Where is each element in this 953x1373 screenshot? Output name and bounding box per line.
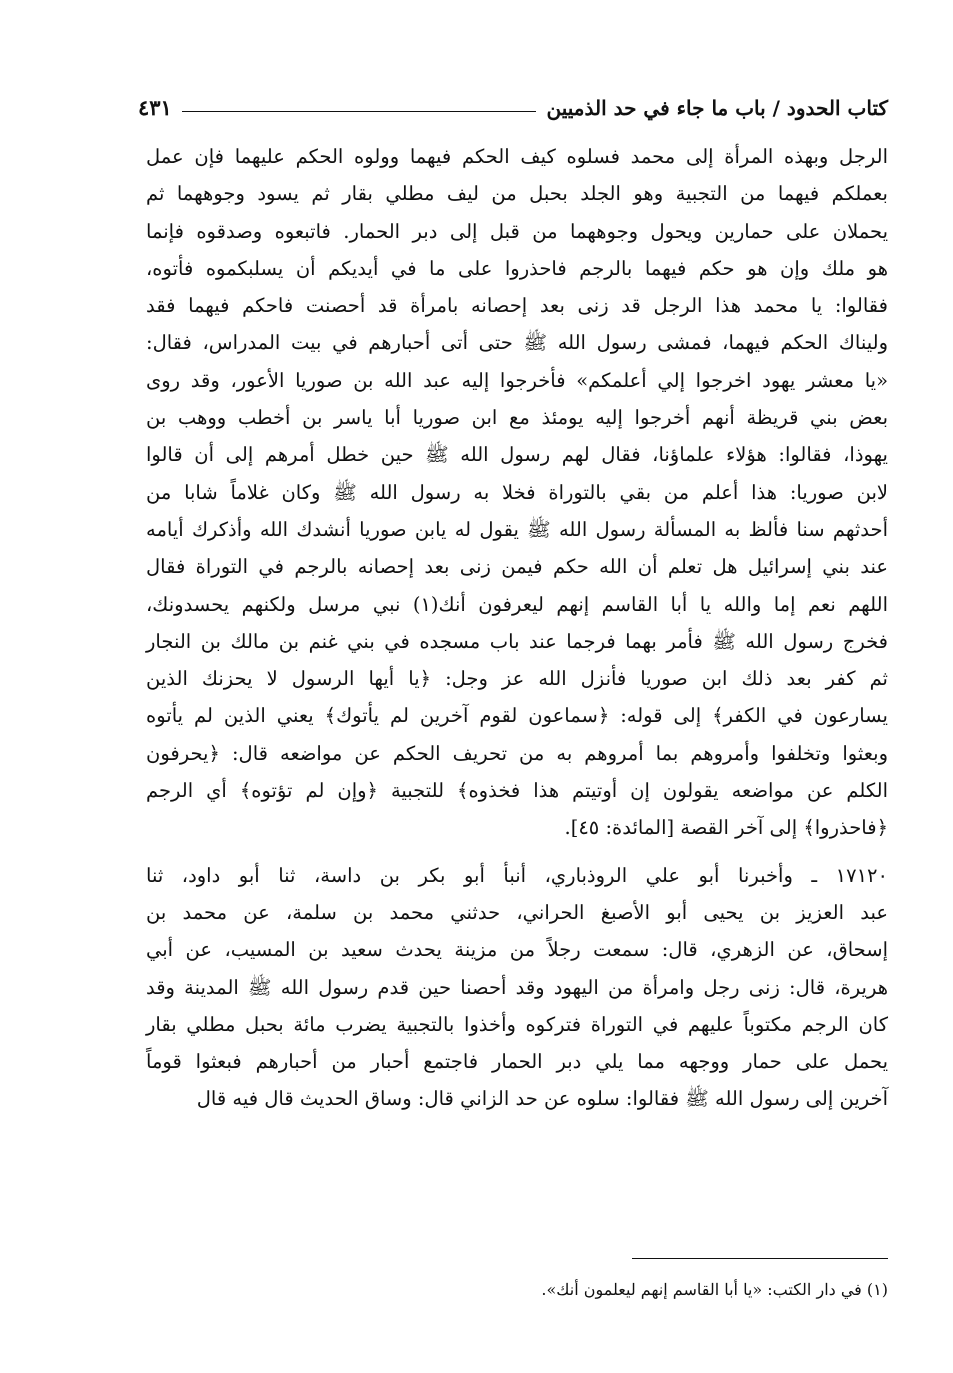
paragraph [146, 138, 888, 847]
footnote: (١) في دار الكتب: «يا أبا القاسم إنهم ليعلمون أنك». [541, 1280, 888, 1299]
running-header [138, 84, 888, 124]
header-title: كتاب الحدود / باب ما جاء في حد الذميين [546, 96, 888, 120]
text-line: ١٧١٢٠ ـ وأخبرنا أبو علي الروذباري، أنبأ أبو بكر بن داسة، ثنا أبو داود، ثنا [146, 863, 888, 887]
text-line: بعض بني قريظة أنهم أخرجوا إليه يومئذ مع ابن صوريا أبا ياسر بن أخطب ووهب بن [146, 406, 888, 430]
footnote-separator [632, 1258, 888, 1259]
text-line: يهوذا، فقالوا: هؤلاء علماؤنا، فقال لهم رسول الله ﷺ حين خطل أمرهم إلى أن قالوا [146, 443, 888, 467]
text-line: عند بني إسرائيل هل تعلم أن الله حكم فيمن زنى بعد إحصانه بالرجم في التوراة فقال [146, 555, 888, 579]
text-line: آخرين إلى رسول الله ﷺ فقالوا: سلوه عن حد الزاني قال: وساق الحديث قال فيه قال [196, 1087, 888, 1111]
text-line: «يا معشر يهود اخرجوا إلي أعلمكم» فأخرجوا إليه عبد الله بن صوريا الأعور، وقد روى [146, 368, 888, 392]
text-line: الرجل وبهذه المرأة إلى محمد فسلوه كيف الحكم فيهما وولوه الحكم عليهما فإن عمل [146, 145, 888, 168]
text-line: يحملان على حمارين ويحول وجوههما من قبل إلى دبر الحمار. فاتبعوه وصدقوه فإنما [146, 219, 888, 243]
text-line: بعملكم فيهما من التجبية وهو الجلد بحبل من ليف مطلي بقار ثم يسود وجوههما ثم [146, 182, 888, 206]
text-line: عبد العزيز بن يحيى أبو الأصبغ الحراني، حدثني محمد بن سلمة، عن محمد بن [146, 900, 888, 924]
text-line: ثم كفر بعد ذلك ابن صوريا فأنزل الله عز وجل: ﴿يا أيها الرسول لا يحزنك الذين [146, 667, 888, 691]
header-rule [182, 111, 537, 112]
page-number: ٤٣١ [138, 95, 172, 120]
text-line: لابن صوريا: هذا أعلم من بقي بالتوراة فخلا به رسول الله ﷺ وكان غلاماً شابا من [146, 480, 888, 504]
text-line: الكلم عن مواضعه يقولون إن أوتيتم هذا فخذوه﴾ للتجبية ﴿وإن لم تؤتوه﴾ أي الرجم [146, 779, 888, 803]
text-line: أحدثهم سنا فألظ به المسألة رسول الله ﷺ يقول له يابن صوريا أنشدك الله وأذكرك أيامه [146, 517, 888, 541]
text-line: وبعثوا وتخلفوا وأمروهم بما أمروهم به من تحريف الحكم عن مواضعه قال: ﴿يحرفون [146, 741, 888, 765]
text-line: هو ملك وإن هو حكم فيهما بالرجم فاحذروا على ما في أيديكم أن يسلبكموه فأتوه، [146, 256, 888, 280]
text-line: يحمل على حمار ووجهه مما يلي دبر الحمار فاجتمع أحبار من أحبارهم فبعثوا قوماً [146, 1050, 888, 1074]
text-line: وليناك الحكم فيهما، فمشى رسول الله ﷺ حتى أتى أحبارهم في بيت المدراس، فقال: [146, 331, 888, 355]
paragraph [146, 857, 888, 1118]
text-line: فقالوا: يا محمد هذا الرجل قد زنى بعد إحصانه بامرأة قد أحصنت فاحكم فيهما فقد [146, 294, 888, 318]
main-text [146, 138, 888, 1118]
text-line: هريرة، قال: زنى رجل وامرأة من اليهود وقد أحصنا حين قدم رسول الله ﷺ المدينة وقد [146, 975, 888, 999]
text-line: فخرج رسول الله ﷺ فأمر بهما فرجما عند باب مسجده في بني غنم بن مالك بن النجار [146, 629, 888, 653]
text-line: اللهم نعم إما والله يا أبا القاسم إنهم ليعرفون أنك(١) نبي مرسل ولكنهم يحسدونك، [146, 592, 888, 616]
text-line: كان الرجم مكتوباً عليهم في التوراة فتركوه وأخذوا بالتجبية يضرب مائة بحبل مطلي بقار [146, 1012, 888, 1036]
text-line: إسحاق، عن الزهري، قال: سمعت رجلاً من مزينة يحدث سعيد بن المسيب، عن أبي [146, 938, 888, 962]
text-line: يسارعون في الكفر﴾ إلى قوله: ﴿سماعون لقوم آخرين لم يأتوك﴾ يعني الذين لم يأتوه [146, 704, 888, 728]
text-line: ﴿فاحذروا﴾ إلى آخر القصة [المائدة: ٤٥]. [564, 816, 888, 840]
